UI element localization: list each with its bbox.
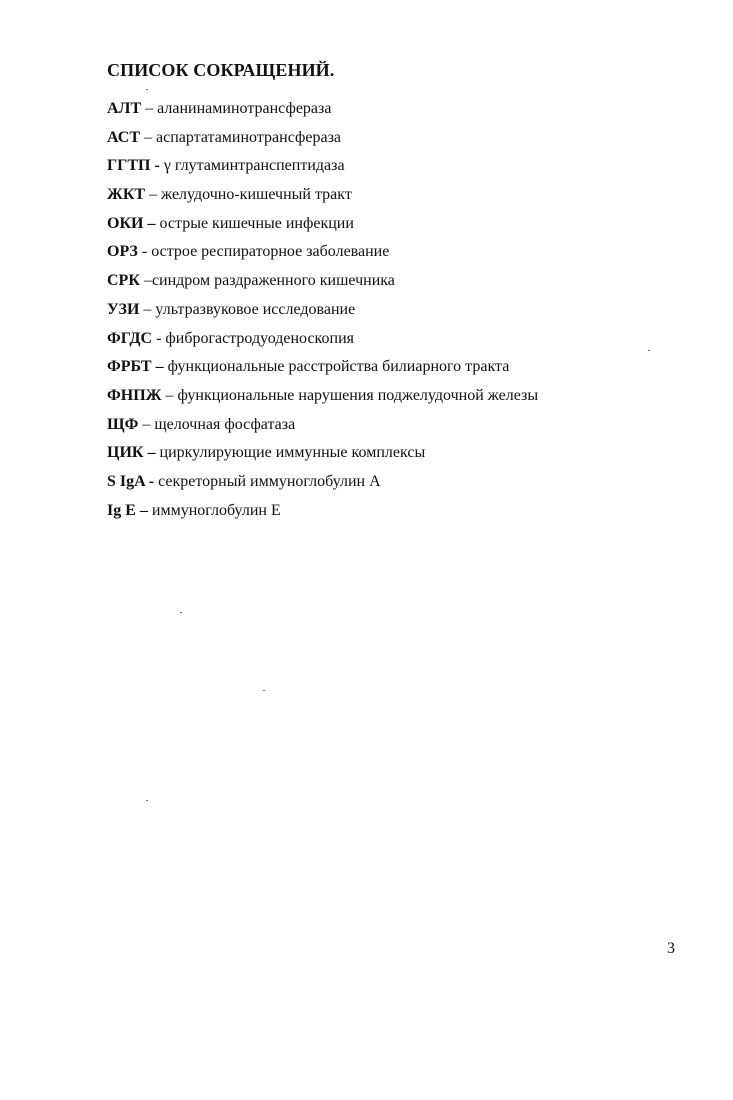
abbreviation-definition: иммуноглобулин Е xyxy=(151,501,281,519)
abbreviation-separator: – xyxy=(139,128,156,146)
abbreviation-separator: – xyxy=(135,501,152,519)
scan-speck xyxy=(146,800,148,801)
abbreviation-definition: γ глутаминтранспептидаза xyxy=(163,157,345,175)
abbreviation-term: УЗИ xyxy=(107,300,140,318)
abbreviation-separator: – xyxy=(143,214,160,232)
abbreviation-separator: – xyxy=(141,100,158,117)
abbreviation-item xyxy=(107,271,538,300)
abbreviation-definition: секреторный иммуноглобулин А xyxy=(158,472,381,490)
abbreviation-definition: фиброгастродуоденоскопия xyxy=(165,329,354,347)
abbreviation-term: Ig E xyxy=(107,501,136,519)
abbreviation-definition: синдром раздраженного кишечника xyxy=(151,272,395,290)
abbreviation-separator: - xyxy=(152,329,166,347)
abbreviation-definition: желудочно-кишечный тракт xyxy=(161,186,352,204)
scan-speck xyxy=(263,690,265,691)
abbreviation-item xyxy=(107,472,538,501)
abbreviation-separator: – xyxy=(145,186,162,204)
abbreviation-definition: циркулирующие иммунные комплексы xyxy=(159,444,426,462)
abbreviation-term: ЩФ xyxy=(107,415,139,433)
scan-speck xyxy=(180,612,182,613)
abbreviation-definition: щелочная фосфатаза xyxy=(154,415,296,433)
abbreviation-item xyxy=(107,242,538,271)
abbreviation-item xyxy=(107,443,538,472)
abbreviation-definition: острое респираторное заболевание xyxy=(151,243,390,261)
abbreviation-term: СРК xyxy=(107,272,140,290)
abbreviation-list xyxy=(107,99,538,529)
abbreviation-separator: – xyxy=(139,300,156,318)
abbreviation-separator: – xyxy=(151,358,168,376)
abbreviation-item xyxy=(107,300,538,329)
abbreviation-term: S IgA xyxy=(107,472,145,490)
abbreviation-definition: острые кишечные инфекции xyxy=(159,214,354,232)
abbreviation-term: ГГТП xyxy=(107,157,151,175)
abbreviation-item xyxy=(107,156,538,185)
abbreviation-item xyxy=(107,357,538,386)
abbreviation-separator: – xyxy=(143,444,160,462)
abbreviation-item xyxy=(107,214,538,243)
abbreviation-term: ЦИК xyxy=(107,444,144,462)
abbreviation-item xyxy=(107,415,538,444)
abbreviation-separator: - xyxy=(144,472,159,490)
abbreviation-item xyxy=(107,329,538,358)
abbreviation-term: ФНПЖ xyxy=(107,386,162,404)
abbreviation-separator: – xyxy=(139,272,152,290)
abbreviation-term: АСТ xyxy=(107,128,140,146)
abbreviation-separator: – xyxy=(138,415,155,433)
abbreviation-separator: – xyxy=(161,386,178,404)
abbreviation-term: ЖКТ xyxy=(107,186,146,204)
abbreviation-separator: - xyxy=(150,157,164,175)
abbreviation-item xyxy=(107,386,538,415)
page-title: СПИСОК СОКРАЩЕНИЙ. xyxy=(107,60,335,80)
abbreviation-term: ФРБТ xyxy=(107,358,152,376)
scan-speck xyxy=(146,89,148,90)
abbreviation-definition: функциональные нарушения поджелудочной железы xyxy=(177,386,539,404)
abbreviation-definition: ультразвуковое исследование xyxy=(155,300,356,318)
abbreviation-item xyxy=(107,185,538,214)
abbreviation-item xyxy=(107,128,538,157)
abbreviation-definition: функциональные расстройства билиарного тракта xyxy=(167,358,510,376)
abbreviation-term: ФГДС xyxy=(107,329,153,347)
abbreviation-term: АЛТ xyxy=(107,100,142,117)
abbreviation-separator: - xyxy=(137,243,152,261)
abbreviation-term: ОКИ xyxy=(107,214,144,232)
abbreviation-item xyxy=(107,501,538,530)
abbreviation-definition: аланинаминотрансфераза xyxy=(157,100,332,117)
abbreviation-term: ОРЗ xyxy=(107,243,138,261)
abbreviation-item xyxy=(107,99,538,128)
abbreviation-definition: аспартатаминотрансфераза xyxy=(155,128,341,146)
scan-speck xyxy=(648,350,650,351)
page-number: 3 xyxy=(667,940,675,957)
